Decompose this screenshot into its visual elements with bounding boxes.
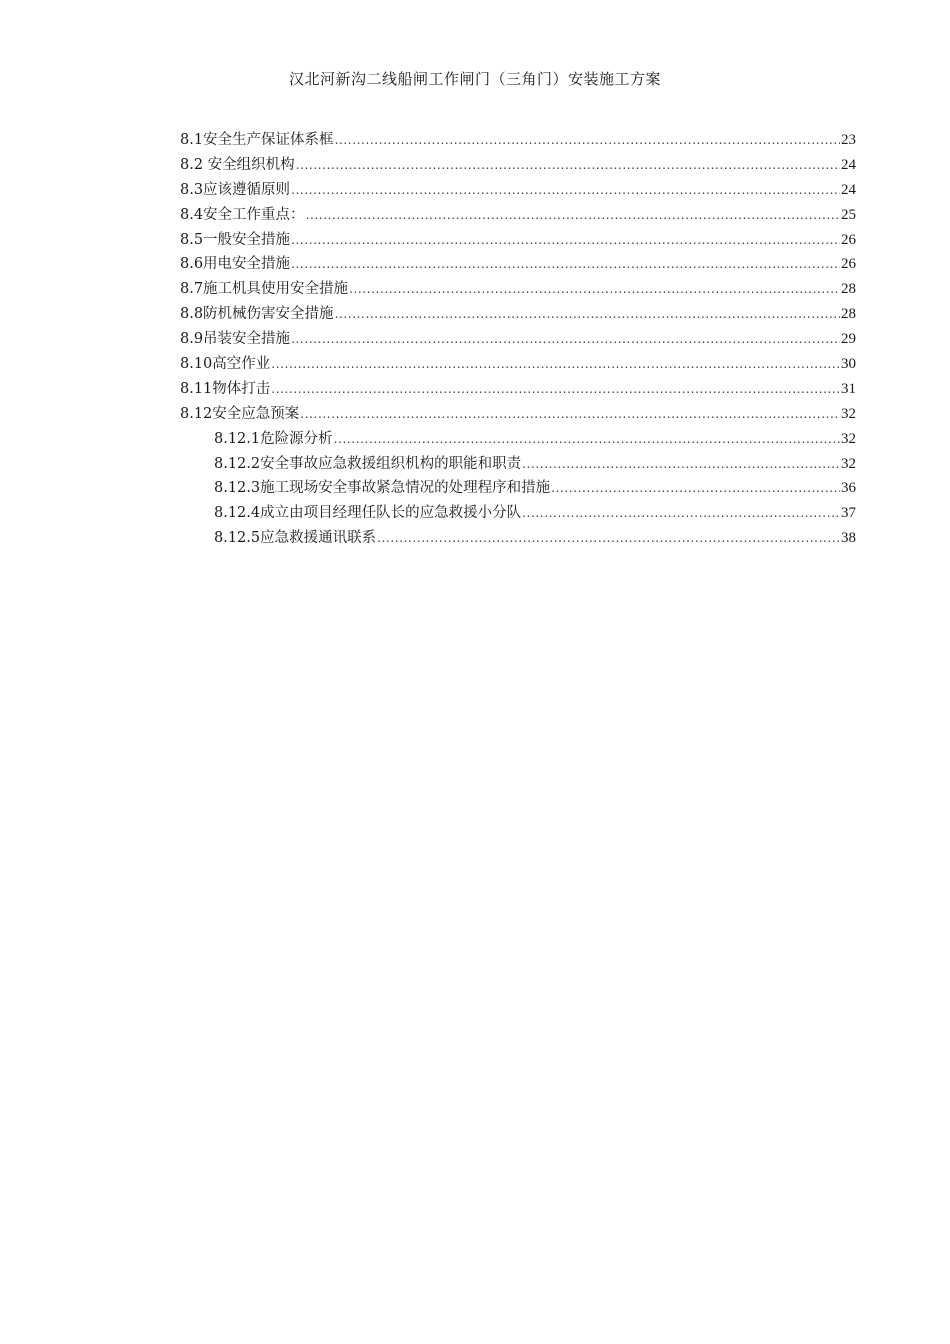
toc-entry-label: 8.8防机械伤害安全措施: [180, 306, 334, 323]
toc-dot-leader: [334, 432, 840, 446]
toc-entry-label: 8.6用电安全措施: [180, 256, 291, 273]
toc-entry-page-number: 38: [841, 530, 856, 547]
toc-entry-page-number: 29: [841, 331, 856, 348]
toc-dot-leader: [335, 307, 840, 321]
toc-entry-label: 8.7施工机具使用安全措施: [180, 281, 349, 298]
toc-dot-leader: [306, 208, 840, 222]
toc-entry-page-number: 24: [841, 156, 856, 173]
toc-entry-label: 8.12.5应急救援通讯联系: [214, 530, 377, 547]
toc-entry-page-number: 28: [841, 281, 856, 298]
toc-dot-leader: [551, 481, 840, 495]
toc-entry-page-number: 31: [841, 380, 856, 397]
toc-entry-label: 8.11物体打击: [180, 380, 271, 397]
toc-entry[interactable]: [180, 476, 856, 501]
toc-entry[interactable]: [180, 277, 856, 302]
toc-entry-label: 8.12.2安全事故应急救援组织机构的职能和职责: [214, 455, 522, 472]
toc-entry-page-number: 36: [841, 480, 856, 497]
toc-dot-leader: [291, 257, 840, 271]
toc-entry-page-number: 37: [841, 505, 856, 522]
toc-dot-leader: [271, 382, 840, 396]
toc-dot-leader: [296, 158, 840, 172]
toc-dot-leader: [377, 531, 840, 545]
table-of-contents: [180, 128, 856, 551]
toc-entry[interactable]: [180, 452, 856, 477]
page-header-title: 汉北河新沟二线船闸工作闸门（三角门）安装施工方案: [288, 70, 661, 88]
toc-dot-leader: [522, 506, 840, 520]
toc-entry-label: 8.12安全应急预案: [180, 405, 300, 422]
toc-entry-label: 8.1安全生产保证体系框: [180, 132, 334, 148]
toc-entry-page-number: 23: [841, 132, 856, 148]
toc-entry-label: 8.12.1危险源分析: [214, 430, 333, 447]
toc-entry-page-number: 32: [841, 455, 856, 472]
toc-entry[interactable]: [180, 501, 856, 526]
toc-entry-page-number: 25: [841, 206, 856, 223]
toc-entry[interactable]: [180, 302, 856, 327]
toc-entry[interactable]: [180, 377, 856, 402]
toc-entry[interactable]: [180, 402, 856, 427]
toc-entry-label: 8.10高空作业: [180, 356, 271, 373]
toc-entry-label: 8.3应该遵循原则: [180, 181, 291, 198]
toc-entry-page-number: 26: [841, 231, 856, 248]
toc-entry-label: 8.4安全工作重点：: [180, 206, 305, 223]
toc-entry[interactable]: [180, 203, 856, 228]
toc-entry-label: 8.12.4成立由项目经理任队长的应急救援小分队: [214, 505, 522, 522]
toc-dot-leader: [291, 233, 840, 247]
toc-entry-page-number: 24: [841, 181, 856, 198]
toc-dot-leader: [349, 282, 840, 296]
toc-entry[interactable]: [180, 252, 856, 277]
toc-entry-page-number: 32: [841, 405, 856, 422]
toc-entry[interactable]: [180, 327, 856, 352]
toc-entry-label: 8.9吊装安全措施: [180, 331, 291, 348]
toc-entry[interactable]: [180, 153, 856, 178]
toc-dot-leader: [271, 357, 840, 371]
toc-dot-leader: [300, 407, 840, 421]
toc-entry-label: 8.2 安全组织机构: [180, 156, 295, 173]
toc-entry[interactable]: [180, 526, 856, 551]
toc-dot-leader: [522, 457, 840, 471]
toc-entry-page-number: 30: [841, 356, 856, 373]
toc-entry-page-number: 32: [841, 430, 856, 447]
toc-entry-label: 8.12.3施工现场安全事故紧急情况的处理程序和措施: [214, 480, 551, 497]
toc-entry[interactable]: [180, 178, 856, 203]
toc-dot-leader: [335, 133, 840, 147]
toc-dot-leader: [291, 332, 840, 346]
toc-entry[interactable]: [180, 427, 856, 452]
toc-entry-label: 8.5一般安全措施: [180, 231, 291, 248]
toc-entry[interactable]: [180, 128, 856, 153]
toc-entry[interactable]: [180, 228, 856, 253]
toc-dot-leader: [291, 183, 840, 197]
toc-entry-page-number: 26: [841, 256, 856, 273]
toc-entry[interactable]: [180, 352, 856, 377]
toc-entry-page-number: 28: [841, 306, 856, 323]
